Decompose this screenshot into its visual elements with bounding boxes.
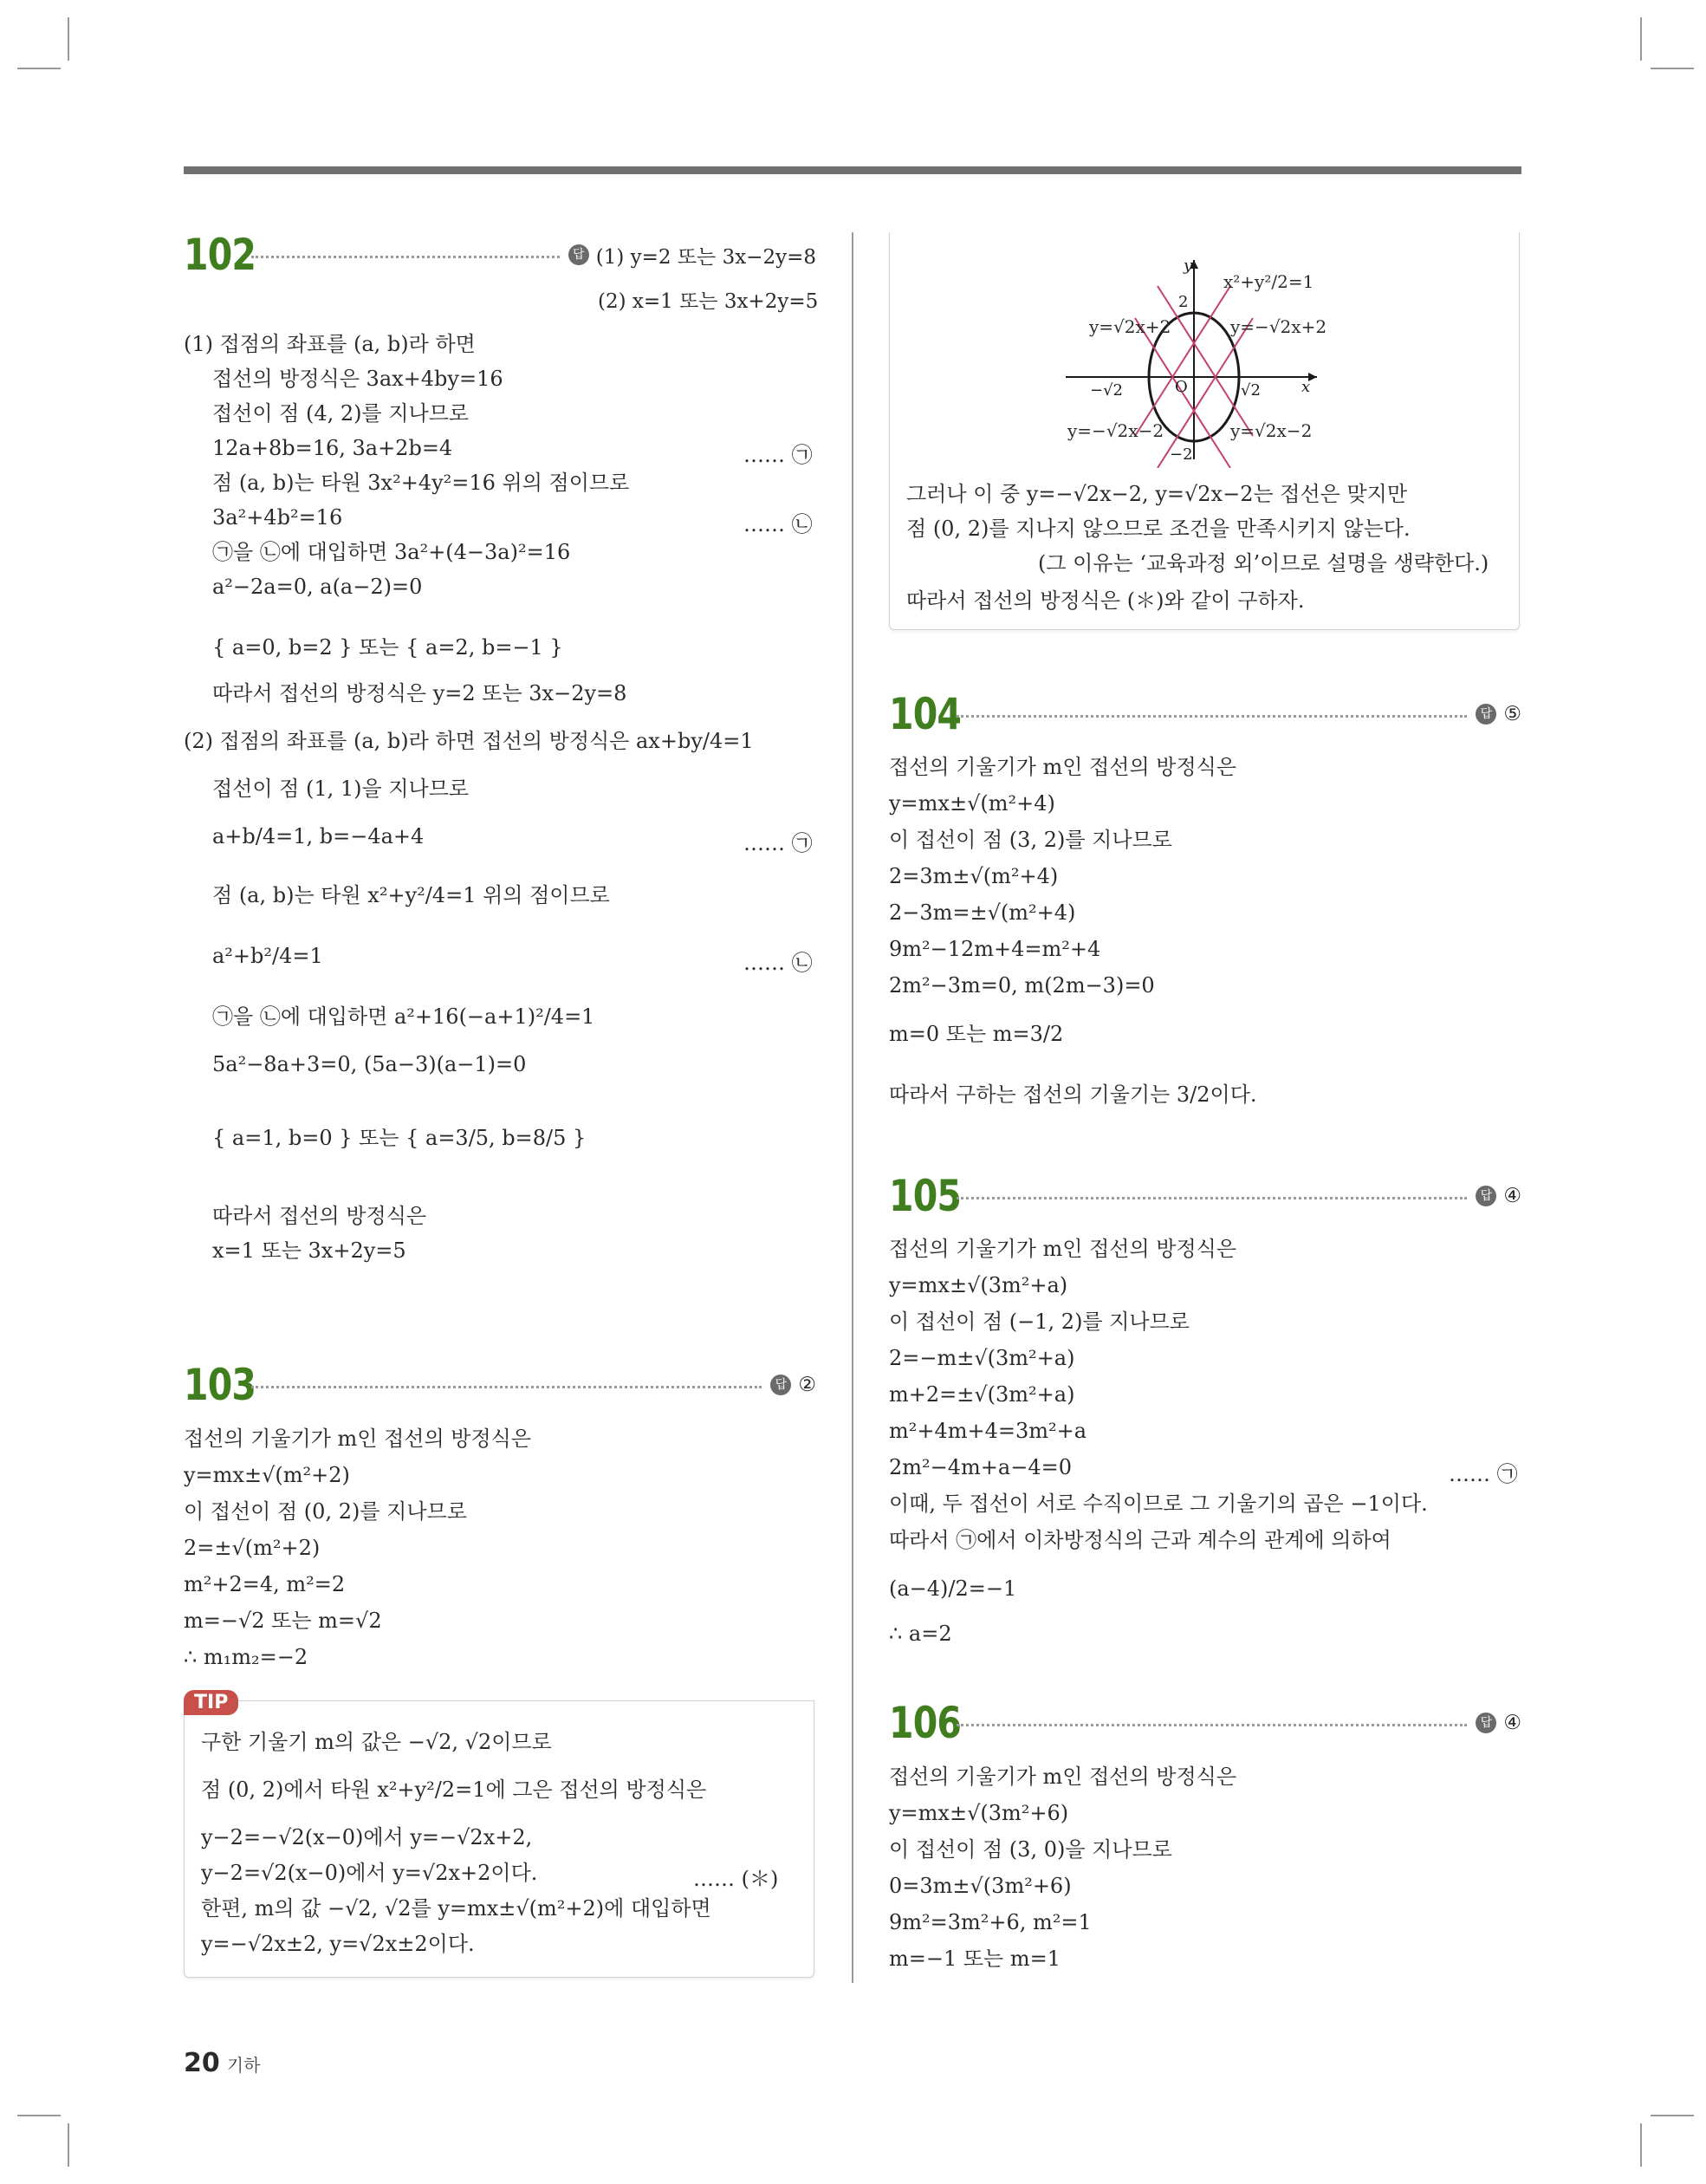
sol-line: 따라서 접선의 방정식은	[212, 1204, 427, 1228]
answer-icon: 답	[1476, 1186, 1496, 1206]
cont-line: 따라서 접선의 방정식은 (＊)와 같이 구하자.	[906, 588, 1305, 613]
answer	[1476, 1712, 1521, 1734]
sol-line: (a−4)/2=−1	[889, 1576, 1017, 1601]
sol-line: 2m²−3m=0, m(2m−3)=0	[889, 973, 1155, 998]
answer-icon: 답	[770, 1375, 791, 1395]
leader-dots	[957, 1197, 1467, 1199]
sol-line: 접선의 기울기가 m인 접선의 방정식은	[889, 1237, 1237, 1261]
x-right-label: √2	[1241, 381, 1261, 400]
tip-line: y−2=√2(x−0)에서 y=√2x+2이다.	[201, 1861, 538, 1885]
cont-line: 점 (0, 2)를 지나지 않으므로 조건을 만족시키지 않는다.	[906, 517, 1411, 541]
sol-line: 접선의 방정식은 3ax+4by=16	[212, 367, 503, 391]
problem-number: 106	[889, 1698, 962, 1748]
cont-line: 그러나 이 중 y=−√2x−2, y=√2x−2는 접선은 맞지만	[906, 482, 1408, 506]
sol-line: 이 접선이 점 (3, 0)을 지나므로	[889, 1837, 1172, 1862]
crop-mark	[1651, 68, 1694, 69]
ref-tag: …… ㉠	[743, 443, 813, 467]
page-number: 20	[184, 2048, 220, 2078]
sol-line: 2=3m±√(m²+4)	[889, 864, 1059, 888]
sol-line: 접선이 점 (4, 2)를 지나므로	[212, 401, 470, 426]
crop-mark	[17, 68, 61, 69]
cont-line: (그 이유는 ‘교육과정 외’이므로 설명을 생략한다.)	[1038, 551, 1489, 575]
sol-line: 접선이 점 (1, 1)을 지나므로	[212, 777, 470, 801]
answer-text: (1) y=2 또는 3x−2y=8	[595, 245, 816, 269]
origin-label: O	[1175, 378, 1188, 396]
sol-line: ㉠을 ㉡에 대입하면 a²+16(−a+1)²/4=1	[212, 1004, 595, 1029]
problem-number: 104	[889, 689, 962, 739]
sol-line: 3a²+4b²=16	[212, 505, 343, 530]
crop-mark	[1640, 2123, 1642, 2167]
sol-line: 9m²−12m+4=m²+4	[889, 937, 1101, 961]
y-bottom-label: −2	[1170, 445, 1193, 464]
leader-dots	[957, 1724, 1467, 1726]
ref-tag: …… ㉠	[743, 831, 813, 855]
problem-105-header	[889, 1170, 1521, 1222]
tip-line: 한편, m의 값 −√2, √2를 y=mx±√(m²+2)에 대입하면	[201, 1896, 711, 1921]
sol-line: 12a+8b=16, 3a+2b=4	[212, 436, 453, 460]
problem-102-header	[184, 229, 816, 281]
tip-line: y−2=−√2(x−0)에서 y=−√2x+2,	[201, 1825, 533, 1849]
sol-line: a²+b²/4=1	[212, 944, 323, 968]
sol-line: 점 (a, b)는 타원 x²+y²/4=1 위의 점이므로	[212, 883, 610, 907]
answer-icon: 답	[1476, 1713, 1496, 1733]
section-name: 기하	[226, 2055, 261, 2076]
sol-line: a+b/4=1, b=−4a+4	[212, 824, 425, 848]
problem-number: 102	[184, 230, 256, 280]
sol-line: y=mx±√(3m²+6)	[889, 1801, 1069, 1825]
tip-line: 구한 기울기 m의 값은 −√2, √2이므로	[201, 1730, 552, 1754]
problem-104-header	[889, 688, 1521, 740]
tip-line: 점 (0, 2)에서 타원 x²+y²/2=1에 그은 접선의 방정식은	[201, 1778, 707, 1802]
sol-line: 접선의 기울기가 m인 접선의 방정식은	[889, 1765, 1237, 1789]
sol-line: x=1 또는 3x+2y=5	[212, 1238, 406, 1263]
sol-line: { a=1, b=0 } 또는 { a=3/5, b=8/5 }	[212, 1126, 587, 1150]
answer-icon: 답	[1476, 704, 1496, 725]
answer	[1476, 1185, 1521, 1207]
crop-mark	[1640, 17, 1642, 61]
sol-line: 접선의 기울기가 m인 접선의 방정식은	[889, 755, 1237, 779]
y-axis-label: y	[1184, 257, 1193, 275]
tip-line: y=−√2x±2, y=√2x±2이다.	[201, 1932, 475, 1956]
sol-line: 따라서 구하는 접선의 기울기는 3/2이다.	[889, 1082, 1257, 1107]
sol-line: m²+2=4, m²=2	[184, 1572, 346, 1596]
answer-text: ⑤	[1503, 703, 1521, 725]
y-top-label: 2	[1178, 293, 1189, 311]
answer-icon: 답	[568, 244, 589, 265]
sol-line: a²−2a=0, a(a−2)=0	[212, 575, 423, 599]
sol-line: ∴ a=2	[889, 1622, 952, 1646]
sol-line: 0=3m±√(3m²+6)	[889, 1874, 1072, 1898]
sol-line: 2m²−4m+a−4=0	[889, 1455, 1072, 1479]
sol-line: m=−√2 또는 m=√2	[184, 1609, 382, 1633]
column-divider	[852, 232, 853, 1983]
ref-tag: …… (＊)	[693, 1867, 779, 1891]
sol-line: 9m²=3m²+6, m²=1	[889, 1910, 1092, 1934]
sol-line: ㉠을 ㉡에 대입하면 3a²+(4−3a)²=16	[212, 540, 571, 564]
sol-line: ∴ m₁m₂=−2	[184, 1645, 308, 1669]
sol-line: 점 (a, b)는 타원 3x²+4y²=16 위의 점이므로	[212, 471, 630, 495]
sol-line: 5a²−8a+3=0, (5a−3)(a−1)=0	[212, 1052, 527, 1076]
sol-line: 이 접선이 점 (−1, 2)를 지나므로	[889, 1310, 1190, 1334]
sol-line: (2) 접점의 좌표를 (a, b)라 하면 접선의 방정식은 ax+by/4=1	[184, 729, 754, 753]
page-footer	[184, 2048, 260, 2078]
answer	[1476, 703, 1521, 725]
sol-line: 접선의 기울기가 m인 접선의 방정식은	[184, 1427, 532, 1451]
tip-badge: TIP	[184, 1690, 238, 1715]
sol-line: m+2=±√(3m²+a)	[889, 1382, 1075, 1407]
crop-mark	[68, 2123, 69, 2167]
sol-line: 이 접선이 점 (3, 2)를 지나므로	[889, 828, 1172, 852]
sol-line: y=mx±√(m²+2)	[184, 1463, 350, 1487]
sol-line: 2−3m=±√(m²+4)	[889, 900, 1076, 925]
answer	[568, 241, 816, 270]
sol-line: y=mx±√(3m²+a)	[889, 1273, 1068, 1297]
answer-line-2: (2) x=1 또는 3x+2y=5	[598, 290, 819, 313]
ref-tag: …… ㉡	[743, 951, 813, 975]
problem-106-header	[889, 1697, 1521, 1749]
x-left-label: −√2	[1090, 381, 1124, 400]
line-label-3: y=−√2x−2	[1067, 420, 1164, 441]
ref-tag: …… ㉡	[743, 512, 813, 536]
sol-line: 이때, 두 접선이 서로 수직이므로 그 기울기의 곱은 −1이다.	[889, 1492, 1428, 1516]
sol-line: (1) 접점의 좌표를 (a, b)라 하면	[184, 332, 476, 356]
answer-text: ④	[1503, 1185, 1521, 1207]
top-rule	[184, 166, 1521, 174]
leader-dots	[957, 715, 1467, 718]
sol-line: 2=−m±√(3m²+a)	[889, 1346, 1075, 1370]
crop-mark	[1651, 2115, 1694, 2116]
line-label-4: y=√2x−2	[1230, 420, 1313, 441]
problem-number: 105	[889, 1171, 962, 1221]
problem-103-header	[184, 1359, 816, 1411]
sol-line: 따라서 ㉠에서 이차방정식의 근과 계수의 관계에 의하여	[889, 1528, 1391, 1552]
sol-line: m=0 또는 m=3/2	[889, 1022, 1064, 1046]
problem-number: 103	[184, 1360, 256, 1410]
leader-dots	[251, 256, 560, 258]
answer-text: ②	[798, 1374, 816, 1396]
leader-dots	[251, 1386, 762, 1388]
answer	[770, 1374, 816, 1396]
line-label-1: y=√2x+2	[1089, 316, 1171, 337]
sol-line: { a=0, b=2 } 또는 { a=2, b=−1 }	[212, 635, 563, 660]
ellipse-label: x²+y²/2=1	[1223, 271, 1314, 292]
sol-line: 2=±√(m²+2)	[184, 1536, 321, 1560]
line-label-2: y=−√2x+2	[1230, 316, 1327, 337]
answer-text: ④	[1503, 1712, 1521, 1734]
x-axis-label: x	[1301, 378, 1311, 396]
sol-line: 따라서 접선의 방정식은 y=2 또는 3x−2y=8	[212, 681, 627, 705]
sol-line: m=−1 또는 m=1	[889, 1947, 1061, 1971]
ref-tag: …… ㉠	[1449, 1462, 1518, 1486]
sol-line: 이 접선이 점 (0, 2)를 지나므로	[184, 1499, 467, 1524]
crop-mark	[17, 2115, 61, 2116]
crop-mark	[68, 17, 69, 61]
sol-line: y=mx±√(m²+4)	[889, 791, 1055, 816]
sol-line: m²+4m+4=3m²+a	[889, 1419, 1087, 1443]
